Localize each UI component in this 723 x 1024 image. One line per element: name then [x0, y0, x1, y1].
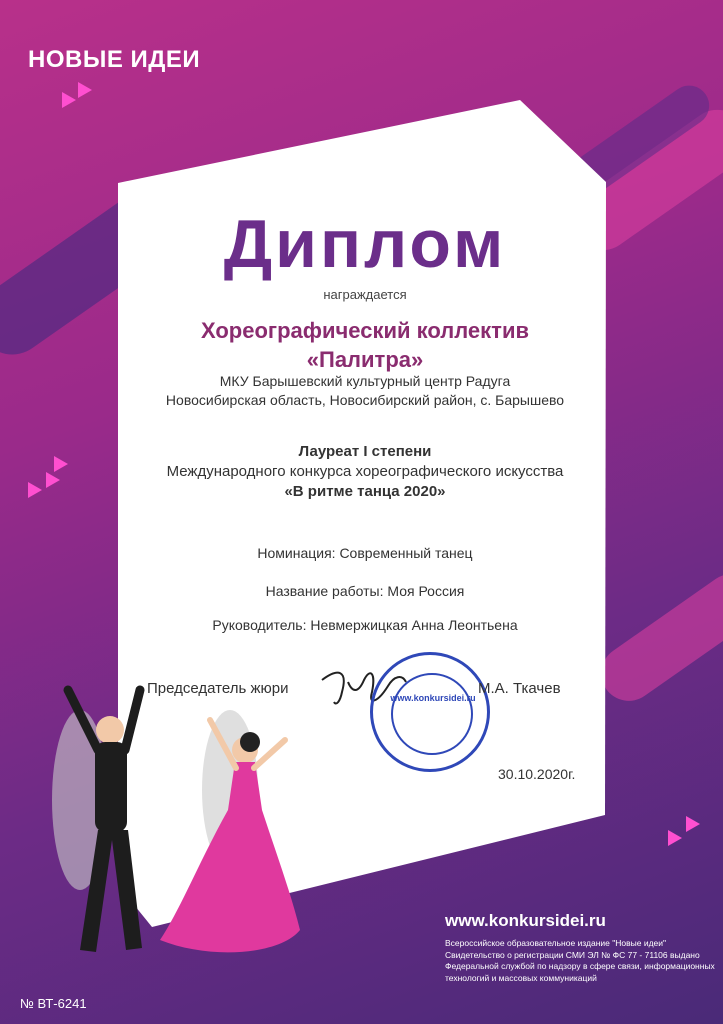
stamp-ring — [391, 673, 473, 755]
diploma-number: № ВТ-6241 — [20, 996, 87, 1011]
diploma-title: Диплом — [223, 206, 507, 282]
official-stamp — [370, 652, 490, 772]
award-title: Лауреат I степени — [298, 443, 432, 460]
organization-name — [110, 316, 620, 374]
institution-block — [110, 372, 620, 410]
dancers-illustration — [40, 680, 310, 970]
institution-name: МКУ Барышевский культурный центр Радуга — [219, 373, 511, 389]
chairman-label: Председатель жюри — [147, 680, 289, 697]
contest-name: Международного конкурса хореографического искусства — [166, 463, 564, 480]
chairman-name: М.А. Ткачев — [478, 680, 561, 697]
footer-site-link[interactable]: www.konkursidei.ru — [445, 911, 606, 930]
work-title-text: Название работы: Моя Россия — [265, 583, 465, 599]
footer-legal-text: Всероссийское образовательное издание "Новые идеи" Свидетельство о регистрации СМИ ЭЛ № ФС 77 - 71106 выдано Федеральной службой по надзору в сфере связи, информационных технологий и массовых коммуникаций — [445, 938, 715, 983]
institution-location: Новосибирская область, Новосибирский район, с. Барышево — [165, 392, 565, 408]
contest-title: «В ритме танца 2020» — [284, 483, 446, 500]
organization-line1: Хореографический коллектив — [200, 318, 529, 343]
nomination-text: Номинация: Современный танец — [257, 545, 473, 561]
brand-logo: НОВЫЕ ИДЕИ — [28, 46, 201, 73]
awarded-label: награждается — [323, 287, 407, 302]
supervisor-text: Руководитель: Невмержицкая Анна Леонтьена — [212, 617, 518, 633]
organization-line2: «Палитра» — [306, 347, 424, 372]
award-block — [110, 442, 620, 502]
issue-date: 30.10.2020г. — [498, 766, 576, 782]
stamp-site: www.konkursidei.ru — [390, 693, 476, 703]
